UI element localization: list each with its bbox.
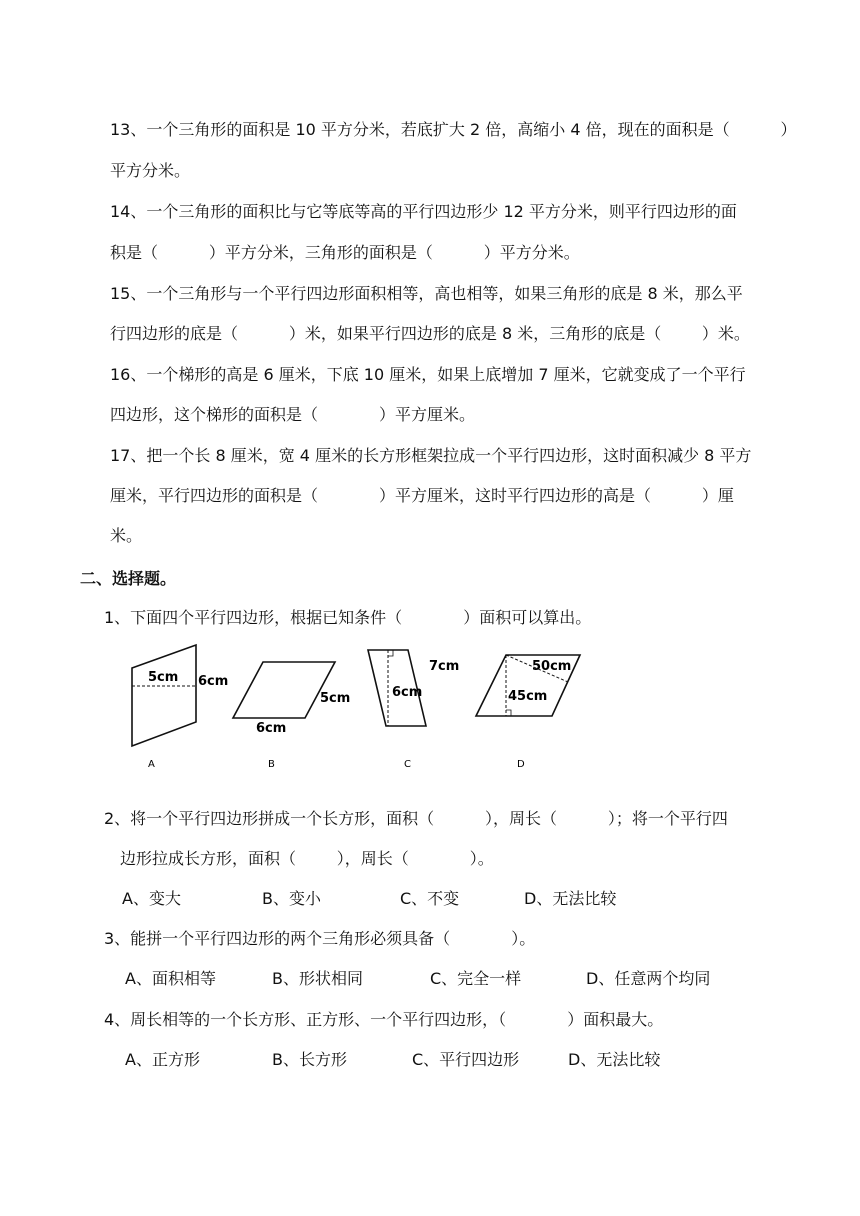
choice-q3-option-d: D、任意两个均同 bbox=[586, 969, 711, 988]
q15-line2: 行四边形的底是（ ）米，如果平行四边形的底是 8 米，三角形的底是（ ）米。 bbox=[110, 324, 750, 343]
choice-q4-option-b: B、长方形 bbox=[272, 1050, 347, 1069]
choice-q3-option-a: A、面积相等 bbox=[125, 969, 216, 988]
figure-a bbox=[132, 645, 228, 770]
figure-c-letter: C bbox=[404, 759, 411, 770]
choice-q2-option-d: D、无法比较 bbox=[524, 889, 617, 908]
figure-d bbox=[476, 655, 580, 770]
choice-q2-option-c: C、不变 bbox=[400, 889, 460, 908]
choice-q2-line1: 2、将一个平行四边形拼成一个长方形，面积（ ），周长（ ）；将一个平行四 bbox=[104, 809, 728, 828]
figure-d-letter: D bbox=[517, 759, 525, 770]
figure-b-5cm-label: 5cm bbox=[320, 691, 351, 706]
figure-c-7cm-label: 7cm bbox=[429, 659, 460, 674]
choice-q4-text: 4、周长相等的一个长方形、正方形、一个平行四边形，（ ）面积最大。 bbox=[104, 1010, 664, 1029]
figure-c bbox=[368, 650, 459, 770]
q13-line2: 平方分米。 bbox=[110, 161, 191, 180]
section2-heading: 二、选择题。 bbox=[80, 569, 177, 588]
choice-q4-option-a: A、正方形 bbox=[125, 1050, 200, 1069]
choice-q3-option-b: B、形状相同 bbox=[272, 969, 363, 988]
q17-line3: 米。 bbox=[110, 526, 143, 545]
choice-q4-option-d: D、无法比较 bbox=[568, 1050, 661, 1069]
figure-b-letter: B bbox=[268, 759, 275, 770]
choice-q2-option-b: B、变小 bbox=[262, 889, 321, 908]
q15-line1: 15、一个三角形与一个平行四边形面积相等，高也相等，如果三角形的底是 8 米，那么平 bbox=[110, 284, 743, 303]
choice-q3-text: 3、能拼一个平行四边形的两个三角形必须具备（ ）。 bbox=[104, 929, 536, 948]
figure-b-6cm-label: 6cm bbox=[256, 721, 287, 736]
choice-q3-option-c: C、完全一样 bbox=[430, 969, 522, 988]
q16-line2: 四边形，这个梯形的面积是（ ）平方厘米。 bbox=[110, 405, 476, 424]
figure-d-50cm-label: 50cm bbox=[532, 659, 572, 674]
q16-line1: 16、一个梯形的高是 6 厘米，下底 10 厘米，如果上底增加 7 厘米，它就变成了一个平行 bbox=[110, 365, 746, 384]
figure-b bbox=[233, 662, 350, 770]
q17-line1: 17、把一个长 8 厘米，宽 4 厘米的长方形框架拉成一个平行四边形，这时面积减少 8 平方 bbox=[110, 446, 752, 465]
choice-q4-option-c: C、平行四边形 bbox=[412, 1050, 520, 1069]
figure-a-6cm-label: 6cm bbox=[198, 674, 229, 689]
choice-q1-text: 1、下面四个平行四边形，根据已知条件（ ）面积可以算出。 bbox=[104, 608, 592, 627]
figure-d-45cm-label: 45cm bbox=[508, 689, 548, 704]
figure-a-5cm-label: 5cm bbox=[148, 670, 179, 685]
q17-line2: 厘米，平行四边形的面积是（ ）平方厘米，这时平行四边形的高是（ ）厘 bbox=[110, 486, 734, 505]
q14-line2: 积是（ ）平方分米，三角形的面积是（ ）平方分米。 bbox=[110, 243, 580, 262]
parallelogram-figures bbox=[120, 640, 590, 780]
figure-a-letter: A bbox=[148, 759, 155, 770]
q14-line1: 14、一个三角形的面积比与它等底等高的平行四边形少 12 平方分米，则平行四边形的面 bbox=[110, 202, 737, 221]
choice-q2-line2: 边形拉成长方形，面积（ ），周长（ ）。 bbox=[120, 849, 494, 868]
choice-q2-option-a: A、变大 bbox=[122, 889, 181, 908]
q13-line1: 13、一个三角形的面积是 10 平方分米，若底扩大 2 倍，高缩小 4 倍，现在的面积是（ ） bbox=[110, 120, 797, 139]
figure-c-6cm-label: 6cm bbox=[392, 685, 423, 700]
